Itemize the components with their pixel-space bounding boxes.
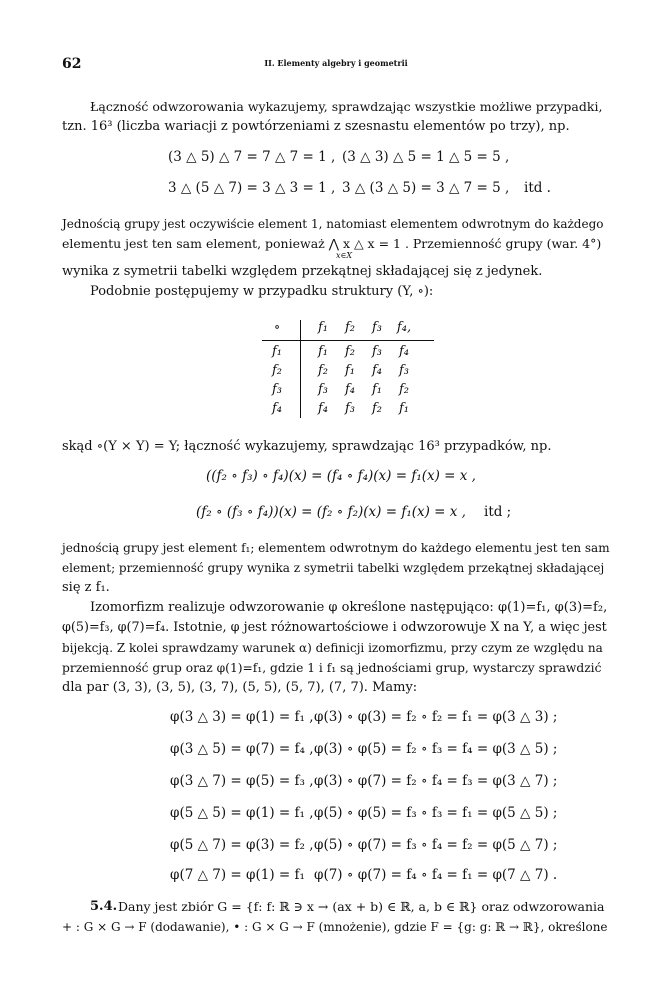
running-title: II. Elementy algebry i geometrii: [264, 58, 408, 68]
eq1-a: (3 △ 5) △ 7 = 7 △ 7 = 1 ,: [168, 149, 336, 165]
table-cell: f₂: [317, 363, 329, 378]
para1-line1: Łączność odwzorowania wykazujemy, sprawdzając wszystkie możliwe przypadki,: [90, 99, 603, 114]
eq3-left: φ(3 △ 5) = φ(7) = f₄ ,: [170, 741, 314, 757]
eq3-left: φ(5 △ 5) = φ(1) = f₁ ,: [170, 805, 314, 821]
para5-line5: dla par (3, 3), (3, 5), (3, 7), (5, 5), (5, 7), (7, 7). Mamy:: [62, 680, 418, 695]
eq3-right: φ(3) ∘ φ(7) = f₂ ∘ f₄ = f₃ = φ(3 △ 7) ;: [314, 773, 558, 789]
para1-line2: tzn. 16³ (liczba wariacji z powtórzeniami z szesnastu elementów po trzy), np.: [62, 119, 570, 134]
eq2-a: ((f₂ ∘ f₃) ∘ f₄)(x) = (f₄ ∘ f₄)(x) = f₁(x) = x ,: [206, 468, 476, 484]
eq1-e: itd .: [524, 180, 551, 196]
para6-line1: Dany jest zbiór G = {f: f: ℝ ∋ x → (ax + b) ∈ ℝ, a, b ∈ ℝ} oraz odwzorowania: [118, 899, 605, 914]
para5-line2: φ(5)=f₃, φ(7)=f₄. Istotnie, φ jest różnowartościowe i odwzorowuje X na Y, a więc jest: [62, 620, 607, 635]
eq2-b: (f₂ ∘ (f₃ ∘ f₄))(x) = (f₂ ∘ f₂)(x) = f₁(x) = x ,: [196, 504, 466, 520]
eq3-right: φ(5) ∘ φ(5) = f₃ ∘ f₃ = f₁ = φ(5 △ 5) ;: [314, 805, 558, 821]
para4-line3: się z f₁.: [62, 580, 110, 595]
para3-line1: skąd ∘(Y × Y) = Y; łączność wykazujemy, sprawdzając 16³ przypadków, np.: [62, 439, 552, 454]
table-cell: f₁: [398, 401, 410, 416]
table-cell: f₃: [371, 344, 383, 359]
table-cell: f₁: [371, 382, 383, 397]
eq1-b: (3 △ 3) △ 5 = 1 △ 5 = 5 ,: [342, 149, 510, 165]
eq3-left: φ(7 △ 7) = φ(1) = f₁: [170, 867, 305, 883]
eq3-right: φ(3) ∘ φ(3) = f₂ ∘ f₂ = f₁ = φ(3 △ 3) ;: [314, 709, 558, 725]
eq3-left: φ(5 △ 7) = φ(3) = f₂ ,: [170, 837, 314, 853]
table-row-label: f₂: [271, 363, 283, 378]
table-header-cell: f₄,: [396, 320, 412, 335]
page-number: 62: [62, 56, 82, 72]
table-header-rule: [262, 340, 434, 341]
para2-line4: Podobnie postępujemy w przypadku struktury (Y, ∘):: [90, 284, 434, 299]
para2-line1: Jednością grupy jest oczywiście element 1, natomiast elementem odwrotnym do każdego: [62, 217, 604, 231]
para5-line1: Izomorfizm realizuje odwzorowanie φ określone następująco: φ(1)=f₁, φ(3)=f₂,: [90, 600, 608, 615]
table-cell: f₄: [371, 363, 383, 378]
table-cell: f₄: [344, 382, 356, 397]
table-cell: f₂: [344, 344, 356, 359]
table-cell: f₁: [317, 344, 329, 359]
eq3-left: φ(3 △ 7) = φ(5) = f₃ ,: [170, 773, 314, 789]
eq3-right: φ(3) ∘ φ(5) = f₂ ∘ f₃ = f₄ = φ(3 △ 5) ;: [314, 741, 558, 757]
para2-subscript: x∈X: [336, 251, 353, 260]
table-cell: f₃: [398, 363, 410, 378]
eq3-right: φ(7) ∘ φ(7) = f₄ ∘ f₄ = f₁ = φ(7 △ 7) .: [314, 867, 558, 883]
para5-line3: bijekcją. Z kolei sprawdzamy warunek α) definicji izomorfizmu, przy czym ze względu na: [62, 641, 603, 655]
table-cell: f₃: [317, 382, 329, 397]
eq3-left: φ(3 △ 3) = φ(1) = f₁ ,: [170, 709, 314, 725]
table-header-cell: f₃: [371, 320, 383, 335]
para2-line2: elementu jest ten sam element, ponieważ ⋀ x △ x = 1 . Przemienność grupy (war. 4°): [62, 236, 602, 251]
table-row-label: f₃: [271, 382, 283, 397]
exercise-label: 5.4.: [90, 899, 118, 914]
table-cell: f₃: [344, 401, 356, 416]
table-cell: f₂: [398, 382, 410, 397]
eq2-c: itd ;: [484, 504, 512, 520]
para4-line2: element; przemienność grupy wynika z symetrii tabelki względem przekątnej składającej: [62, 561, 605, 575]
table-cell: f₂: [371, 401, 383, 416]
table-header-cell: f₂: [344, 320, 356, 335]
eq1-d: 3 △ (3 △ 5) = 3 △ 7 = 5 ,: [342, 180, 510, 196]
table-cell: f₄: [317, 401, 329, 416]
eq3-right: φ(5) ∘ φ(7) = f₃ ∘ f₄ = f₂ = φ(5 △ 7) ;: [314, 837, 558, 853]
para4-line1: jednością grupy jest element f₁; elementem odwrotnym do każdego elementu jest ten sam: [62, 541, 610, 555]
para6-line2: + : G × G → F (dodawanie), • : G × G → F (mnożenie), gdzie F = {g: g: ℝ → ℝ}, określone: [62, 920, 608, 934]
table-row-label: f₄: [271, 401, 283, 416]
table-cell: f₁: [344, 363, 356, 378]
eq1-c: 3 △ (5 △ 7) = 3 △ 3 = 1 ,: [168, 180, 336, 196]
table-column-rule: [300, 320, 301, 418]
table-cell: f₄: [398, 344, 410, 359]
para5-line4: przemienność grup oraz φ(1)=f₁, gdzie 1 i f₁ są jednościami grup, wystarczy sprawdzić: [62, 661, 602, 675]
table-row-label: f₁: [271, 344, 283, 359]
table-header-cell: f₁: [317, 320, 329, 335]
table-corner-symbol: ∘: [273, 320, 281, 335]
para2-line3: wynika z symetrii tabelki względem przekątnej składającej się z jedynek.: [62, 264, 543, 279]
